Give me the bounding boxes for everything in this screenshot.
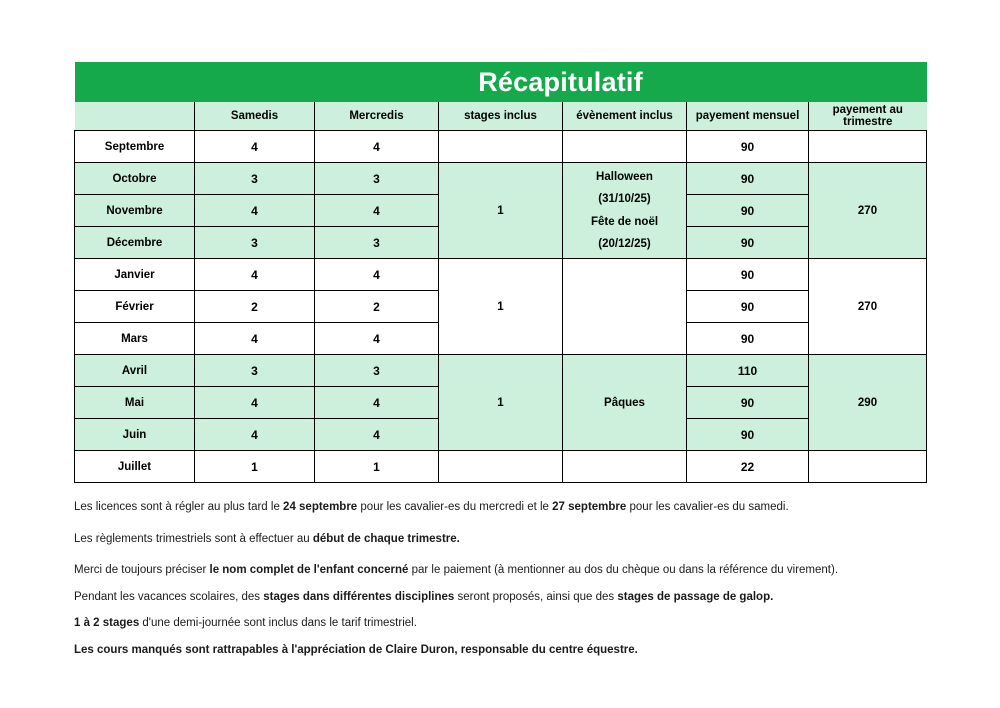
cell-payement-mensuel: 90 [687,323,809,355]
cell-stages-inclus [439,451,563,483]
table-row [75,451,927,483]
cell-mercredis: 4 [315,131,439,163]
cell-samedis: 3 [195,227,315,259]
cell-samedis: 1 [195,451,315,483]
event-line-halloween: Halloween [596,170,653,183]
cell-month: Juin [75,419,195,451]
event-line-noel-date: (20/12/25) [598,237,651,250]
recap-table [74,62,927,483]
cell-evenement-inclus-q1 [563,163,687,259]
cell-evenement-inclus [563,131,687,163]
cell-month: Décembre [75,227,195,259]
note-nom-complet: Merci de toujours préciser le nom complet de l'enfant concerné par le paiement (à mentionner au dos du chèque ou dans la référence du virement). [74,564,839,577]
table-row [75,163,927,195]
cell-payement-mensuel: 90 [687,291,809,323]
cell-samedis: 4 [195,323,315,355]
cell-evenement-inclus-q3: Pâques [563,355,687,451]
cell-payement-trimestre [809,451,927,483]
cell-month: Mars [75,323,195,355]
cell-samedis: 4 [195,387,315,419]
cell-month: Avril [75,355,195,387]
cell-payement-mensuel: 90 [687,259,809,291]
cell-payement-mensuel: 90 [687,419,809,451]
cell-samedis: 3 [195,355,315,387]
cell-samedis: 4 [195,259,315,291]
cell-samedis: 3 [195,163,315,195]
cell-payement-mensuel: 22 [687,451,809,483]
cell-payement-mensuel: 90 [687,195,809,227]
table-row [75,355,927,387]
cell-payement-mensuel: 90 [687,387,809,419]
cell-month: Janvier [75,259,195,291]
header-cell-payement-mensuel: payement mensuel [687,102,809,131]
cell-evenement-inclus [563,451,687,483]
cell-mercredis: 3 [315,355,439,387]
cell-mercredis: 4 [315,195,439,227]
page-title: Récapitulatif [478,67,643,97]
cell-mercredis: 4 [315,259,439,291]
cell-mercredis: 4 [315,323,439,355]
cell-samedis: 4 [195,419,315,451]
cell-payement-trimestre-q1: 270 [809,163,927,259]
event-line-halloween-date: (31/10/25) [598,193,651,206]
cell-evenement-inclus-q2 [563,259,687,355]
cell-month: Septembre [75,131,195,163]
note-stages-inclus: 1 à 2 stages d'une demi-journée sont inclus dans le tarif trimestriel. [74,617,417,630]
cell-payement-trimestre-q3: 290 [809,355,927,451]
cell-mercredis: 3 [315,163,439,195]
cell-month: Juillet [75,451,195,483]
header-cell-evenement-inclus: évènement inclus [563,102,687,131]
cell-month: Novembre [75,195,195,227]
header-cell-month [75,102,195,131]
cell-payement-trimestre [809,131,927,163]
cell-mercredis: 1 [315,451,439,483]
cell-mercredis: 4 [315,419,439,451]
cell-stages-inclus-q1: 1 [439,163,563,259]
note-cours-manques: Les cours manqués sont rattrapables à l'appréciation de Claire Duron, responsable du centre équestre. [74,643,638,656]
cell-payement-mensuel: 90 [687,163,809,195]
cell-month: Octobre [75,163,195,195]
cell-stages-inclus [439,131,563,163]
table-row [75,259,927,291]
cell-payement-mensuel: 110 [687,355,809,387]
document-title-cell [195,62,927,102]
cell-mercredis: 2 [315,291,439,323]
cell-samedis: 4 [195,131,315,163]
header-cell-mercredis: Mercredis [315,102,439,131]
header-cell-samedis: Samedis [195,102,315,131]
note-reglements: Les règlements trimestriels sont à effectuer au début de chaque trimestre. [74,532,460,545]
title-band-row [75,62,927,102]
notes-section [74,500,934,674]
cell-month: Mai [75,387,195,419]
note-vacances: Pendant les vacances scolaires, des stages dans différentes disciplines seront proposés, ainsi que des stages de passage de galop. [74,590,774,603]
cell-payement-mensuel: 90 [687,227,809,259]
cell-samedis: 2 [195,291,315,323]
cell-mercredis: 4 [315,387,439,419]
cell-payement-mensuel: 90 [687,131,809,163]
cell-month: Février [75,291,195,323]
cell-stages-inclus-q2: 1 [439,259,563,355]
header-cell-stages-inclus: stages inclus [439,102,563,131]
cell-samedis: 4 [195,195,315,227]
header-cell-payement-trimestre: payement au trimestre [809,102,927,131]
table-row [75,131,927,163]
table-header-row [75,102,927,131]
title-band-left-spacer [75,62,195,102]
cell-payement-trimestre-q2: 270 [809,259,927,355]
cell-mercredis: 3 [315,227,439,259]
note-licences: Les licences sont à régler au plus tard le 24 septembre pour les cavalier-es du mercredi et le 27 septembre pour les cavalier-es du samedi. [74,501,789,513]
cell-stages-inclus-q3: 1 [439,355,563,451]
recap-table-container [74,62,926,483]
event-line-noel: Fête de noël [590,215,659,228]
